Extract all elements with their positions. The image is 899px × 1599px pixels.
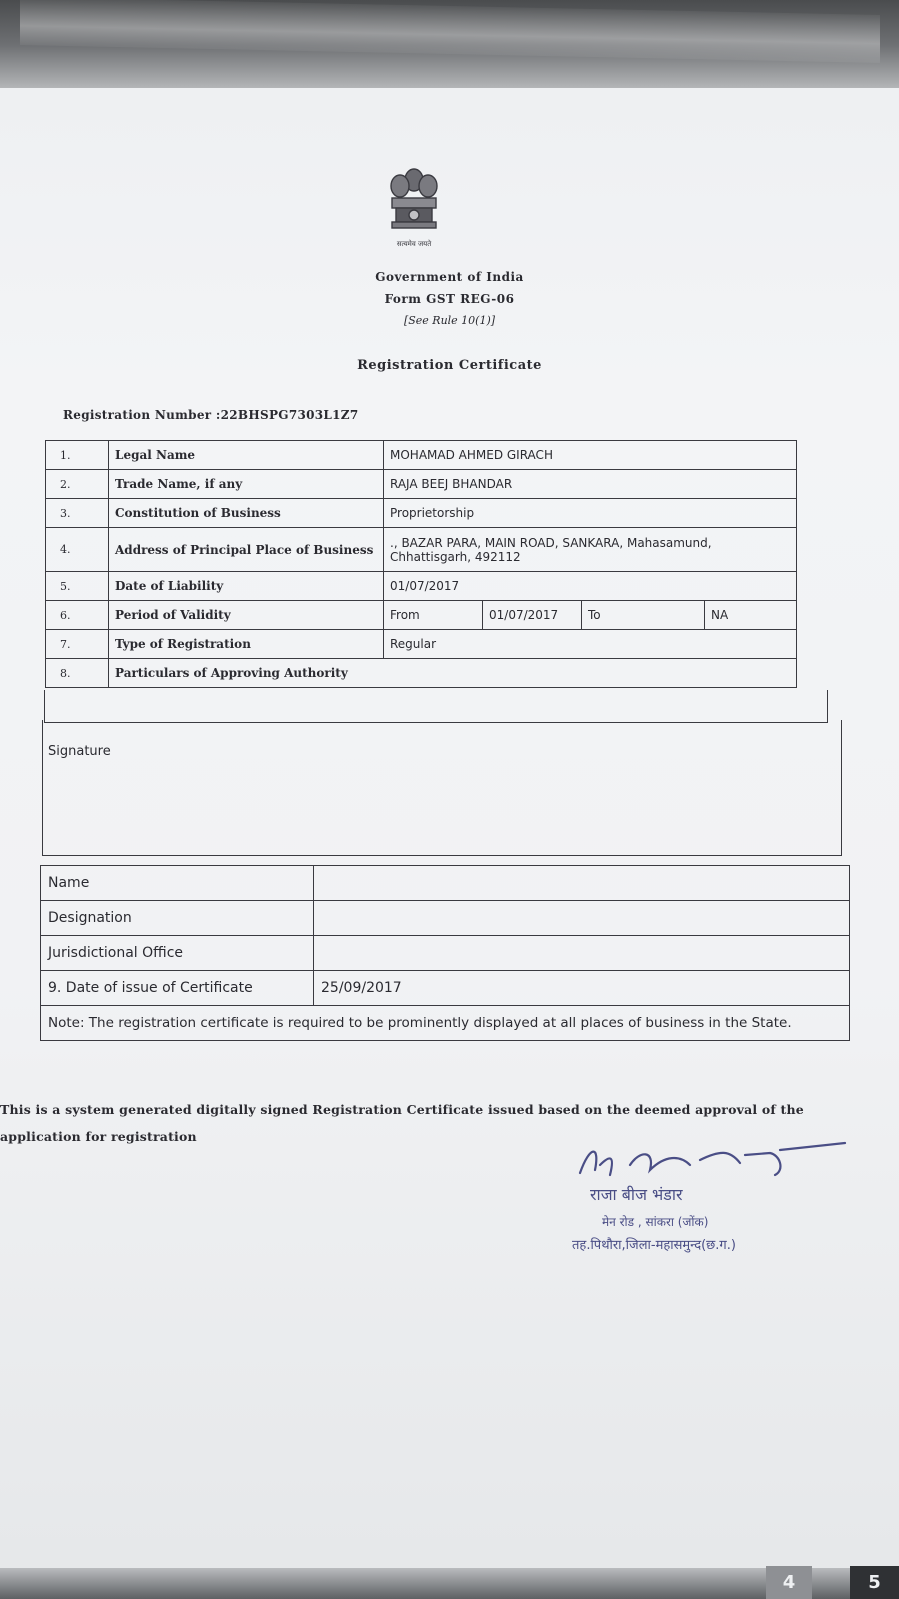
table-row	[46, 470, 797, 499]
table-row	[41, 971, 850, 1006]
validity-label: Period of Validity	[109, 601, 384, 630]
background-bottom	[0, 1568, 899, 1599]
stamp-address-line: मेन रोड , सांकरा (जोंक)	[602, 1215, 709, 1229]
validity-from-label: From	[384, 601, 483, 630]
address-value: ., BAZAR PARA, MAIN ROAD, SANKARA, Mahasamund, Chhattisgarh, 492112	[384, 528, 797, 572]
row-number: 5.	[46, 572, 109, 601]
legal-name-value: MOHAMAD AHMED GIRACH	[384, 441, 797, 470]
validity-to-value: NA	[705, 601, 797, 630]
issue-date-label: 9. Date of issue of Certificate	[41, 971, 314, 1006]
table-row	[41, 1006, 850, 1041]
row-number: 1.	[46, 441, 109, 470]
registration-type-label: Type of Registration	[109, 630, 384, 659]
constitution-value: Proprietorship	[384, 499, 797, 528]
table-row	[41, 936, 850, 971]
jurisdictional-office-label: Jurisdictional Office	[41, 936, 314, 971]
designation-value	[314, 901, 850, 936]
row-number: 4.	[46, 528, 109, 572]
issuer-table	[40, 865, 850, 1041]
national-emblem-icon	[384, 164, 444, 250]
stamp-district-line: तह.पिथौरा,जिला-महासमुन्द(छ.ग.)	[572, 1238, 736, 1253]
row-number: 3.	[46, 499, 109, 528]
registration-number: Registration Number :22BHSPG7303L1Z7	[63, 408, 359, 422]
validity-to-label: To	[582, 601, 705, 630]
liability-date-value: 01/07/2017	[384, 572, 797, 601]
table-row	[41, 901, 850, 936]
liability-date-label: Date of Liability	[109, 572, 384, 601]
rule-reference: [See Rule 10(1)]	[403, 314, 496, 327]
table-row	[46, 630, 797, 659]
row-number: 8.	[46, 659, 109, 688]
approving-authority-label: Particulars of Approving Authority	[109, 659, 797, 688]
issue-date-value: 25/09/2017	[314, 971, 850, 1006]
page-tab-4[interactable]: 4	[766, 1566, 812, 1599]
legal-name-label: Legal Name	[109, 441, 384, 470]
stamp-firm-name: राजा बीज भंडार	[590, 1185, 683, 1204]
row-number: 6.	[46, 601, 109, 630]
address-label: Address of Principal Place of Business	[109, 528, 384, 572]
designation-label: Designation	[41, 901, 314, 936]
page-tab-5[interactable]: 5	[850, 1566, 899, 1599]
name-label: Name	[41, 866, 314, 901]
trade-name-value: RAJA BEEJ BHANDAR	[384, 470, 797, 499]
constitution-label: Constitution of Business	[109, 499, 384, 528]
table-row	[46, 659, 797, 688]
emblem-caption: सत्यमेव जयते	[396, 240, 432, 248]
table-row	[46, 499, 797, 528]
table-row	[46, 601, 797, 630]
validity-from-value: 01/07/2017	[483, 601, 582, 630]
jurisdictional-office-value	[314, 936, 850, 971]
system-generated-statement: This is a system generated digitally signed Registration Certificate issued based on the deemed approval of the application for registration	[0, 1102, 804, 1144]
certificate-title: Registration Certificate	[357, 358, 542, 373]
government-heading: Government of India	[375, 270, 524, 284]
row-number: 7.	[46, 630, 109, 659]
table-row	[41, 866, 850, 901]
handwritten-signature-icon	[570, 1135, 860, 1185]
row-number: 2.	[46, 470, 109, 499]
table-row	[46, 528, 797, 572]
name-value	[314, 866, 850, 901]
display-note: Note: The registration certificate is required to be prominently displayed at all places of business in the State.	[41, 1006, 850, 1041]
table-row	[46, 441, 797, 470]
proprietor-stamp	[570, 1135, 860, 1265]
trade-name-label: Trade Name, if any	[109, 470, 384, 499]
form-number: Form GST REG-06	[384, 292, 515, 306]
details-table	[45, 440, 797, 688]
approving-authority-details	[44, 690, 828, 723]
signature-label: Signature	[48, 744, 111, 759]
signature-box	[42, 720, 842, 856]
table-row	[46, 572, 797, 601]
registration-type-value: Regular	[384, 630, 797, 659]
